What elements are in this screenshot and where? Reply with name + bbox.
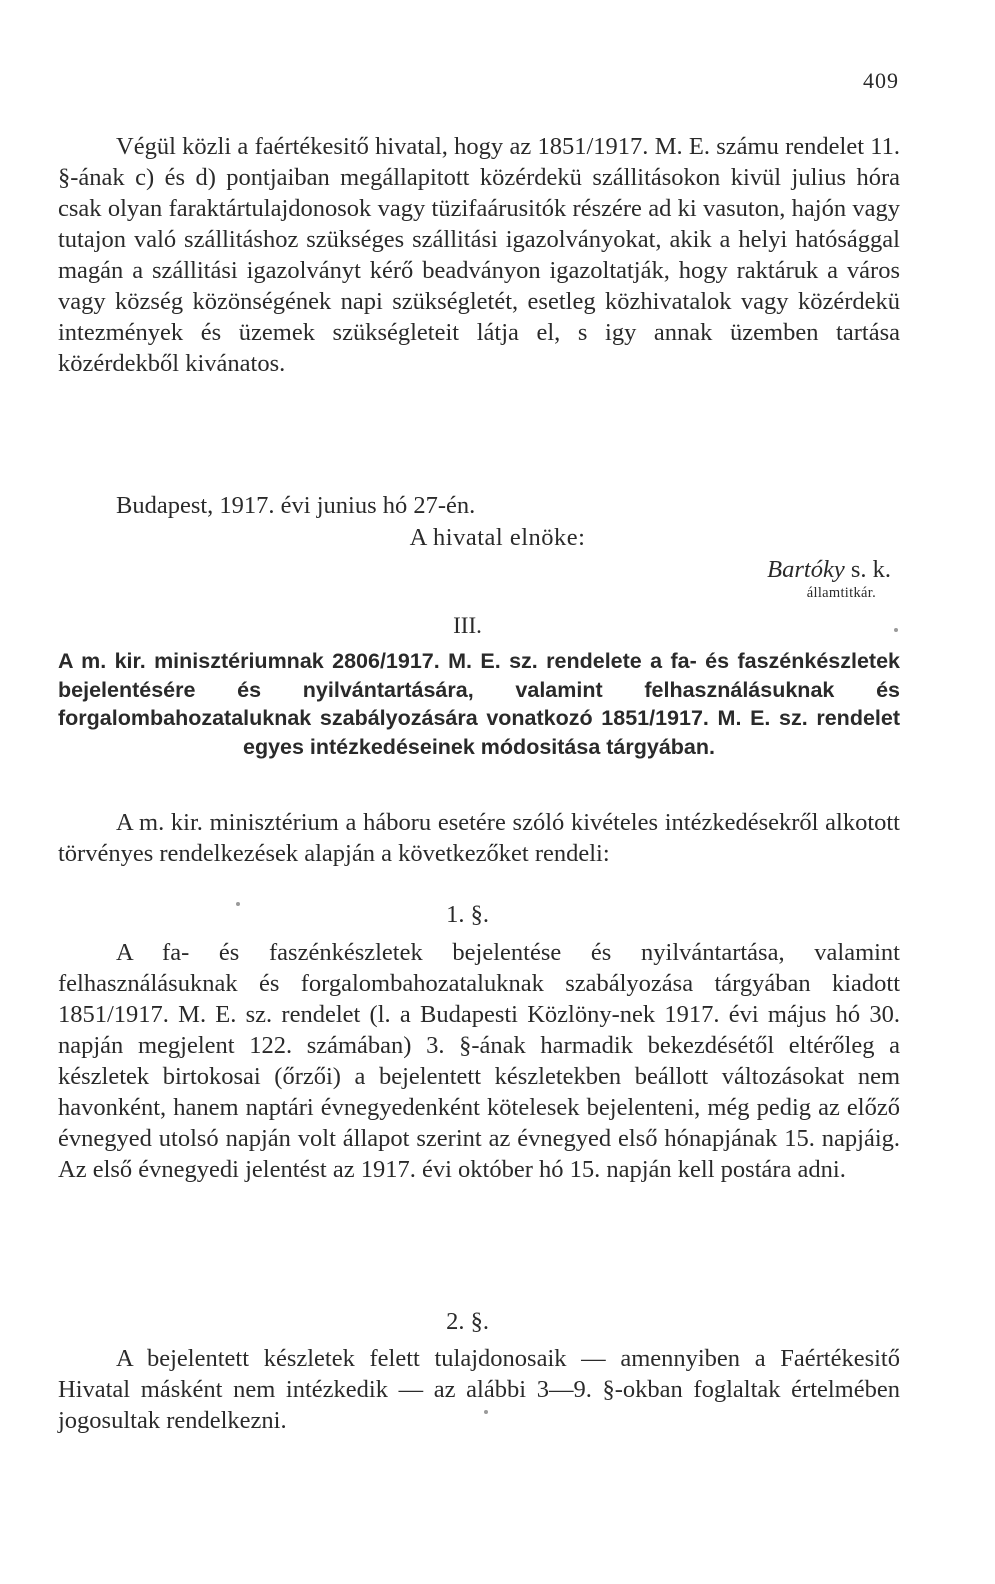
signer-name: Bartóky: [767, 556, 845, 583]
enactment-paragraph: A m. kir. minisztérium a háboru esetére szóló kivételes intézkedésekről alkotott törvényes rendelkezések alapján a következőket rendeli:: [58, 809, 900, 867]
paragraph-2-mark: 2. §.: [446, 1308, 489, 1335]
office-line: A hivatal elnöke:: [409, 524, 586, 551]
paragraph-1-block: [58, 937, 900, 1185]
signer: [767, 556, 891, 584]
print-speck: [894, 628, 898, 632]
intro-paragraph-block: [58, 131, 900, 379]
page-number: 409: [863, 68, 899, 93]
print-speck: [484, 1410, 488, 1414]
paragraph-2-text: A bejelentett készletek felett tulajdonosaik — amennyiben a Faértékesitő Hivatal másként nem intézkedik — az alábbi 3—9. §-okban foglaltak értelmében jogosultak rendelkezni.: [58, 1345, 900, 1434]
paragraph-2-block: [58, 1343, 900, 1436]
print-speck: [236, 902, 240, 906]
dateline: Budapest, 1917. évi junius hó 27-én.: [116, 492, 476, 519]
enactment-block: [58, 807, 900, 869]
signer-suffix: s. k.: [850, 556, 891, 583]
section-number: III.: [453, 613, 482, 638]
paragraph-1-text: A fa- és faszénkészletek bejelentése és nyilvántartása, valamint felhasználásuknak és forgalombahozataluknak szabályozása tárgyában kiadott 1851/1917. M. E. sz. rendelet (l. a Budapesti Közlöny-nek 1917. évi május hó 30. napján megjelent 122. számában) 3. §-ának harmadik bekezdésétől eltérőleg a készletek birtokosai (őrzői) a bejelentett készletekben beállott változásokat nem havonként, hanem naptári évnegyedenként kötelesek bejelenteni, még pedig az előző évnegyed utolsó napján volt állapot szerint az évnegyed első hónapjának 15. napjáig. Az első évnegyedi jelentést az 1917. évi október hó 15. napján kell postára adni.: [58, 939, 900, 1183]
decree-title: A m. kir. minisztériumnak 2806/1917. M. E. sz. rendelete a fa- és faszénkészletek bejelentésére és nyilvántartására, valamint felhasználásuknak és forgalombahozataluknak szabályozására vonatkozó 1851/1917. M. E. sz. rendelet egyes intézkedéseinek módositása tárgyában.: [58, 649, 900, 759]
intro-paragraph: Végül közli a faértékesitő hivatal, hogy az 1851/1917. M. E. számu rendelet 11. §-ának c) és d) pontjaiban megállapitott közérdekü szállitásokon kivül julius hóra csak olyan faraktártulajdonosok vagy tüzifaárusitók részére ad ki vasuton, hajón vagy tutajon való szállitáshoz szükséges szállitási igazolványokat, akik a helyi hatósággal magán a szállitási igazolványt kérő beadványon igazoltatják, hogy raktáruk a város vagy község közönségének napi szükségletét, esetleg közhivatalok vagy közérdekü intezmények és üzemek szükségleteit látja el, s igy annak üzemben tartása közérdekből kivánatos.: [58, 133, 900, 377]
signer-title: államtitkár.: [806, 585, 876, 601]
paragraph-1-mark: 1. §.: [446, 901, 489, 928]
